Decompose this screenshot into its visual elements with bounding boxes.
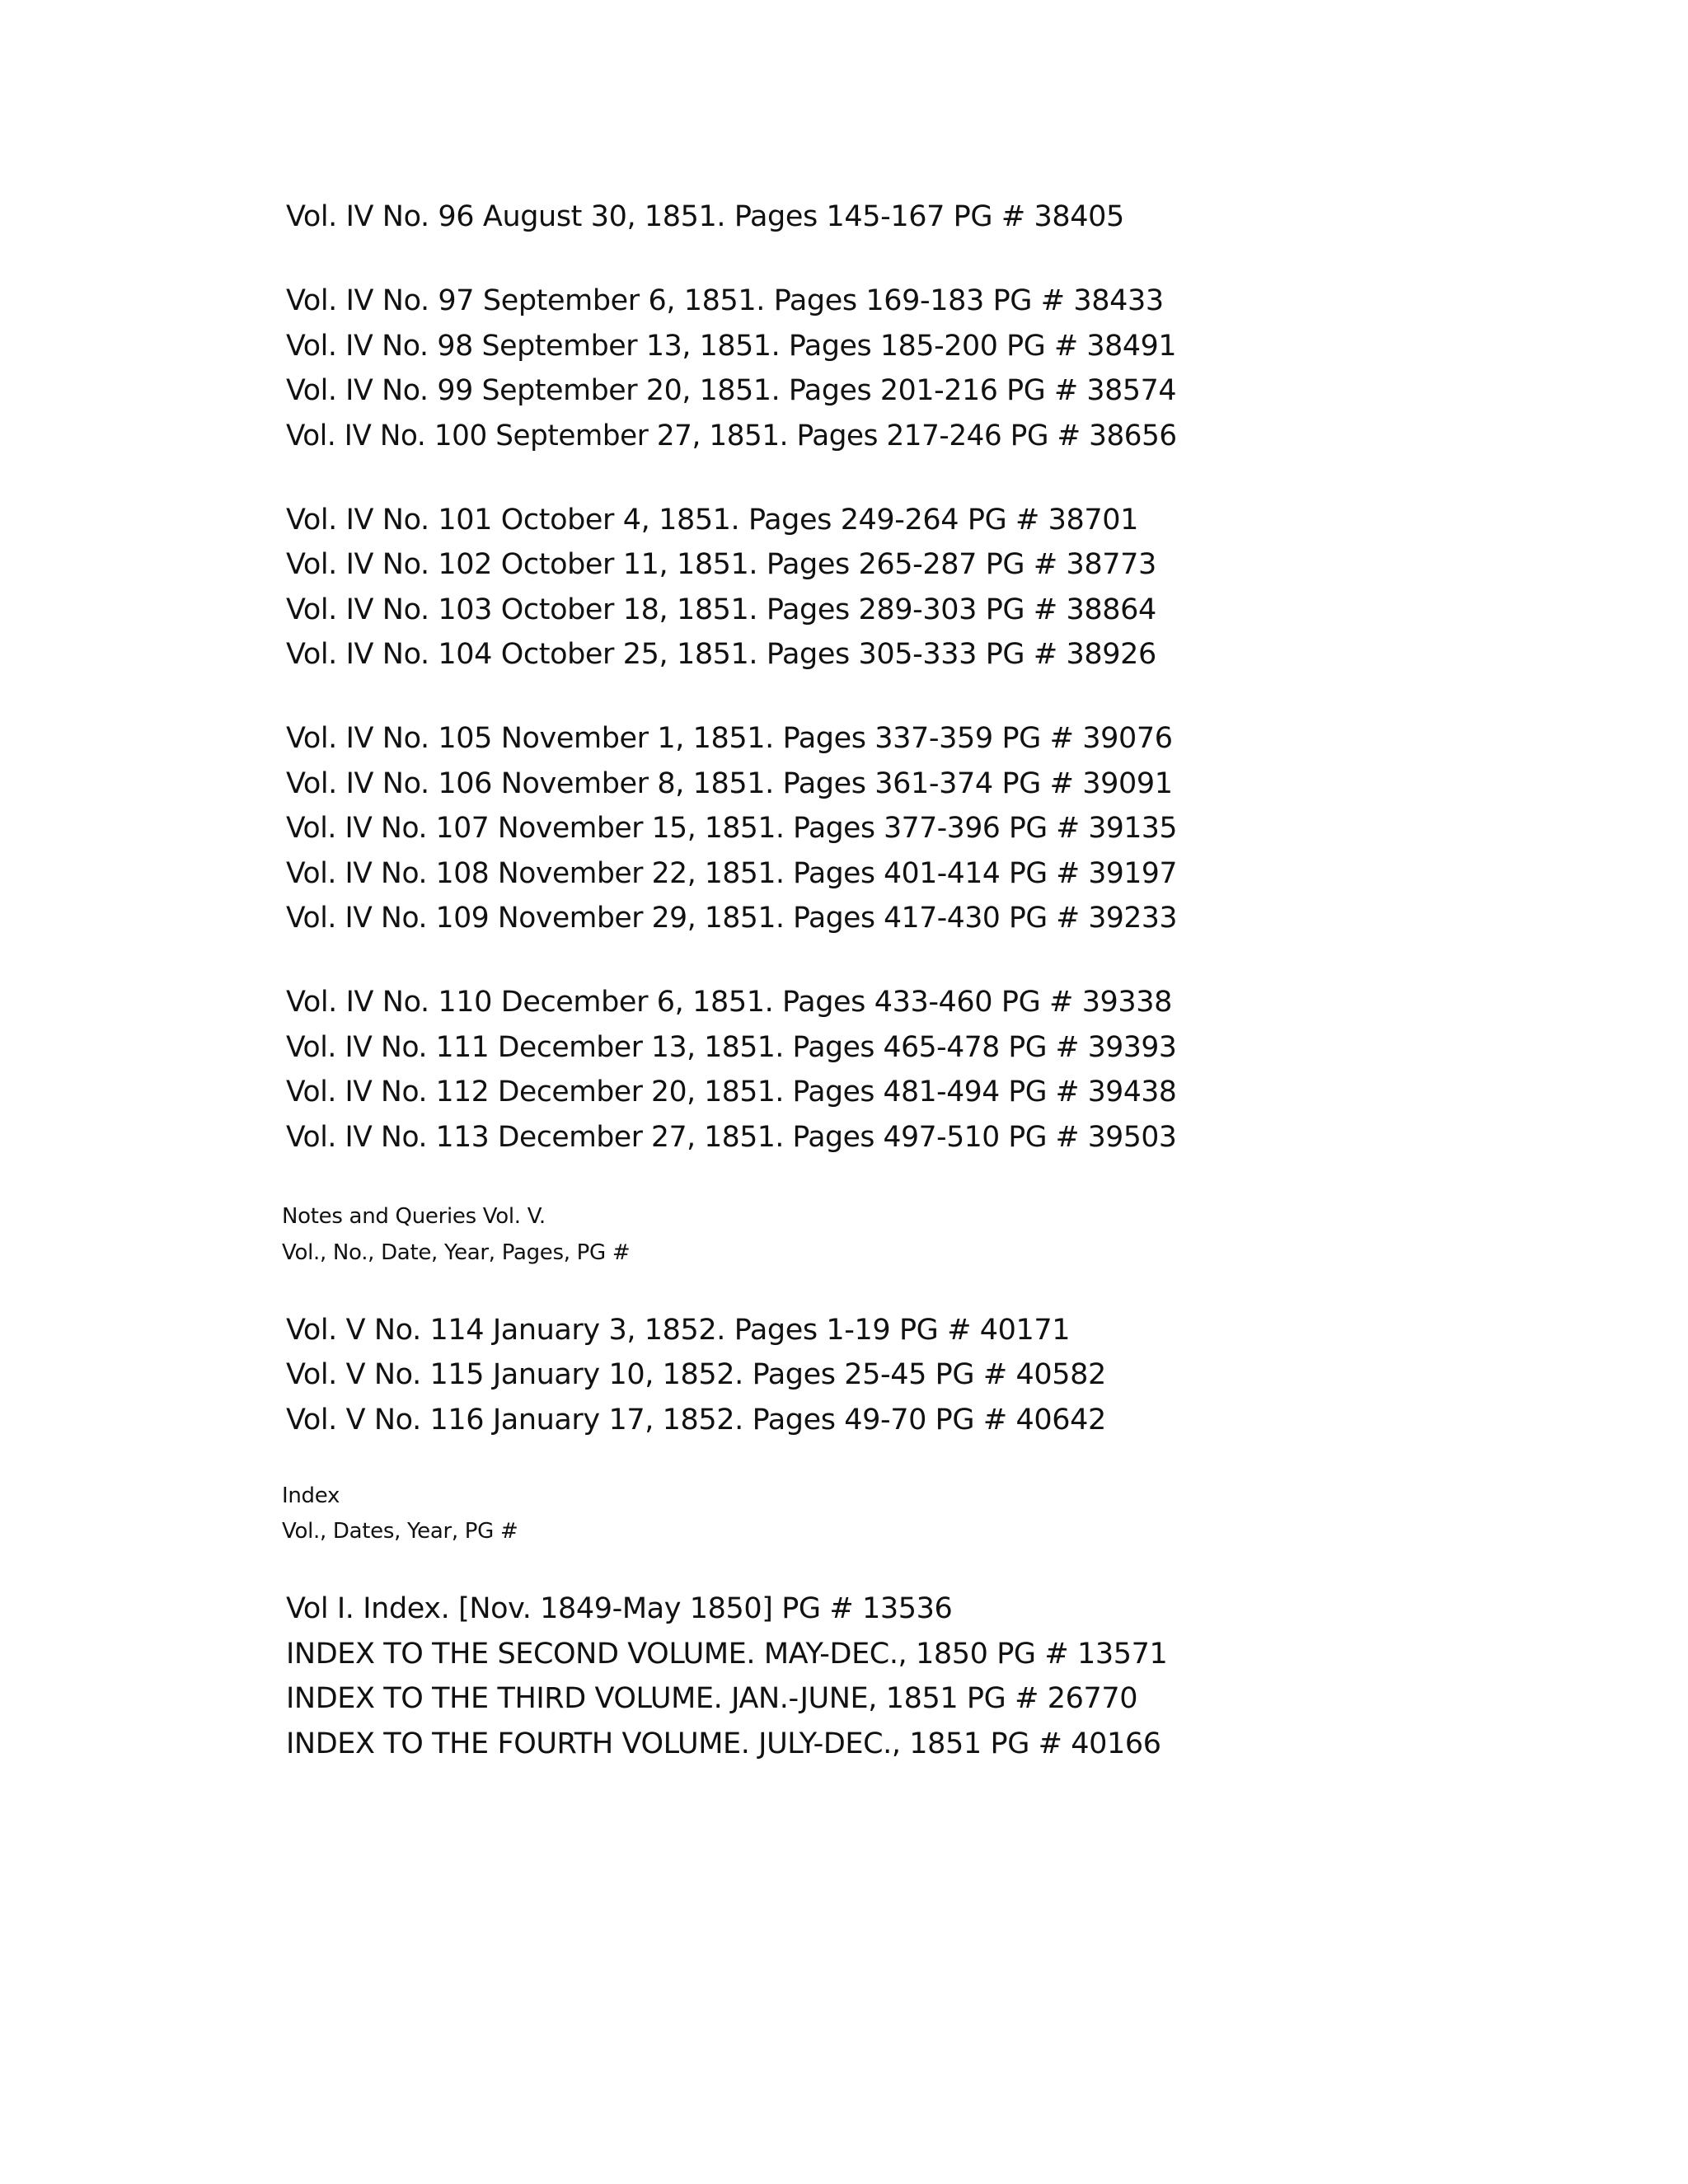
list-item: INDEX TO THE THIRD VOLUME. JAN.-JUNE, 1851 PG # 26770 xyxy=(286,1682,1138,1715)
list-item: Vol. IV No. 104 October 25, 1851. Pages 305-333 PG # 38926 xyxy=(286,638,1156,671)
list-item: Vol. IV No. 99 September 20, 1851. Pages 201-216 PG # 38574 xyxy=(286,374,1177,407)
list-item: Vol. IV No. 103 October 18, 1851. Pages 289-303 PG # 38864 xyxy=(286,593,1156,626)
list-item: Vol. IV No. 109 November 29, 1851. Pages 417-430 PG # 39233 xyxy=(286,902,1178,935)
list-item: Vol. IV No. 112 December 20, 1851. Pages 481-494 PG # 39438 xyxy=(286,1076,1177,1108)
list-item: Vol. IV No. 108 November 22, 1851. Pages 401-414 PG # 39197 xyxy=(286,857,1178,890)
list-item: Vol. IV No. 105 November 1, 1851. Pages 337-359 PG # 39076 xyxy=(286,722,1173,755)
list-item: Vol. IV No. 110 December 6, 1851. Pages 433-460 PG # 39338 xyxy=(286,986,1173,1019)
column-legend: Vol., No., Date, Year, Pages, PG # xyxy=(282,1240,631,1265)
list-item: Vol. V No. 114 January 3, 1852. Pages 1-19 PG # 40171 xyxy=(286,1314,1071,1347)
list-item: Vol. IV No. 100 September 27, 1851. Pages 217-246 PG # 38656 xyxy=(286,419,1177,452)
list-item: Vol I. Index. [Nov. 1849-May 1850] PG # 13536 xyxy=(286,1592,953,1625)
list-item: Vol. IV No. 113 December 27, 1851. Pages 497-510 PG # 39503 xyxy=(286,1121,1177,1154)
list-item: INDEX TO THE FOURTH VOLUME. JULY-DEC., 1851 PG # 40166 xyxy=(286,1727,1161,1760)
list-item: INDEX TO THE SECOND VOLUME. MAY-DEC., 1850 PG # 13571 xyxy=(286,1638,1168,1671)
list-item: Vol. IV No. 97 September 6, 1851. Pages 169-183 PG # 38433 xyxy=(286,284,1164,317)
list-item: Vol. IV No. 102 October 11, 1851. Pages 265-287 PG # 38773 xyxy=(286,548,1156,581)
list-item: Vol. V No. 115 January 10, 1852. Pages 25-45 PG # 40582 xyxy=(286,1358,1106,1391)
section-title: Notes and Queries Vol. V. xyxy=(282,1204,546,1229)
list-item: Vol. IV No. 107 November 15, 1851. Pages 377-396 PG # 39135 xyxy=(286,812,1178,845)
list-item: Vol. V No. 116 January 17, 1852. Pages 49-70 PG # 40642 xyxy=(286,1404,1106,1436)
list-item: Vol. IV No. 101 October 4, 1851. Pages 249-264 PG # 38701 xyxy=(286,504,1139,537)
section-title: Index xyxy=(282,1483,340,1508)
column-legend: Vol., Dates, Year, PG # xyxy=(282,1519,518,1544)
list-item: Vol. IV No. 111 December 13, 1851. Pages 465-478 PG # 39393 xyxy=(286,1031,1177,1064)
list-item: Vol. IV No. 96 August 30, 1851. Pages 145-167 PG # 38405 xyxy=(286,200,1124,233)
list-item: Vol. IV No. 106 November 8, 1851. Pages 361-374 PG # 39091 xyxy=(286,767,1173,800)
list-item: Vol. IV No. 98 September 13, 1851. Pages 185-200 PG # 38491 xyxy=(286,330,1177,363)
